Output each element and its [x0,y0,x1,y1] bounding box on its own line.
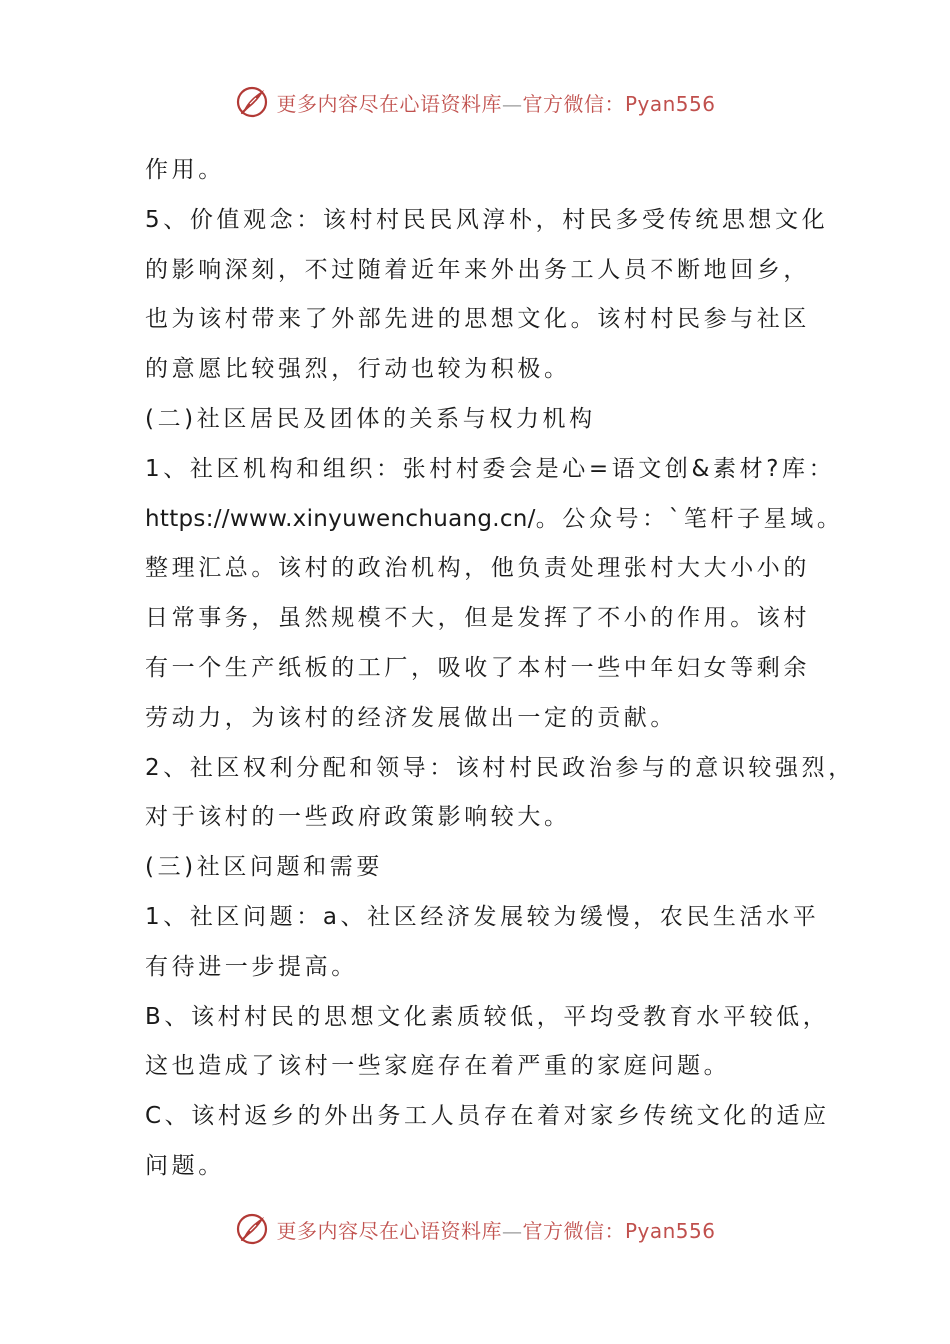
quill-logo-icon [234,84,270,120]
text-line: 的影响深刻，不过随着近年来外出务工人员不断地回乡， [145,256,810,283]
section-heading: (三)社区问题和需要 [145,854,383,881]
text-line: 整理汇总。该村的政治机构，他负责处理张村大大小小的 [145,555,810,582]
url-link[interactable]: https://www.xinyuwenchuang.cn/ [145,505,536,532]
watermark-dash: — [501,1218,523,1243]
document-body [145,146,855,1192]
text-line: 2、社区权利分配和领导：该村村民政治参与的意识较强烈， [145,754,855,781]
quill-logo-icon [234,1211,270,1247]
footer-watermark [0,1207,950,1251]
text-line: C、该村返乡的外出务工人员存在着对家乡传统文化的适应 [145,1103,830,1130]
text-line: 这也造成了该村一些家庭存在着严重的家庭问题。 [145,1053,731,1080]
text-line: 日常事务，虽然规模不大，但是发挥了不小的作用。该村 [145,605,810,632]
section-heading: (二)社区居民及团体的关系与权力机构 [145,405,596,432]
text-line: 劳动力，为该村的经济发展做出一定的贡献。 [145,704,677,731]
text-line: 对于该村的一些政府政策影响较大。 [145,804,571,831]
text-line: 问题。 [145,1152,225,1179]
text-line: 有一个生产纸板的工厂，吸收了本村一些中年妇女等剩余 [145,654,810,681]
header-watermark [0,80,950,124]
text-line: 作用。 [145,157,225,183]
watermark-wechat: 官方微信：Pyan556 [522,1218,716,1243]
watermark-dash: — [501,91,523,116]
watermark-text [276,1215,715,1244]
text-line: 5、价值观念：该村村民民风淳朴，村民多受传统思想文化 [145,206,829,233]
text-line: 1、社区机构和组织：张村村委会是心=语文创&素材?库： [145,455,836,482]
text-line: 的意愿比较强烈，行动也较为积极。 [145,356,571,383]
watermark-title: 更多内容尽在心语资料库 [276,1218,502,1243]
watermark-title: 更多内容尽在心语资料库 [276,91,502,116]
text-line: 1、社区问题：a、社区经济发展较为缓慢，农民生活水平 [145,903,820,930]
text-line: B、该村村民的思想文化素质较低，平均受教育水平较低， [145,1003,830,1030]
watermark-text [276,88,715,117]
text-line: 也为该村带来了外部先进的思想文化。该村村民参与社区 [145,306,810,333]
watermark-wechat: 官方微信：Pyan556 [522,91,716,116]
text-line: 有待进一步提高。 [145,953,358,980]
url-suffix: 。公众号：`笔杆子星域。 [535,505,844,532]
url-line [145,495,844,545]
